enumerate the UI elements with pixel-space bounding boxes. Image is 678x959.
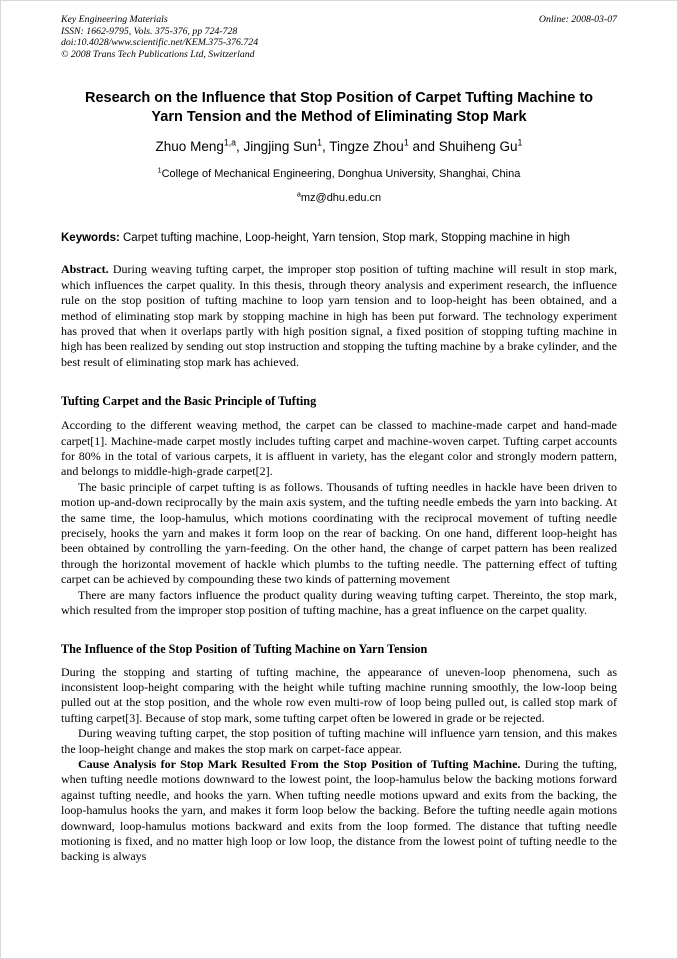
paragraph: During the stopping and starting of tufting machine, the appearance of uneven-loop phenomena, such as inconsistent loop-height comparing with the height while tufting machine running smoothly, the low-loop being pulled out at the stop position, and the whole row even multi-row of loop being pulled out, is called stop mark of tufting carpet[3]. Because of stop mark, some tufting carpet often be lowered in grade or be rejected. [61,664,617,725]
author-3 [329,139,438,154]
affiliation-line [61,168,617,180]
author-4-name: Shuiheng Gu [438,138,518,154]
author-2 [244,139,330,154]
paragraph: During weaving tufting carpet, the stop position of tufting machine will influence yarn tension, and this makes the loop-height change and makes the stop mark on carpet-face appear. [61,726,617,756]
author-3-superscript: 1 [403,137,409,148]
paragraph: There are many factors influence the product quality during weaving tufting carpet. Thereinto, the stop mark, which resulted from the improper stop position of tufting machine, has a great influence on the carpet quality. [61,587,617,618]
author-separator: , [236,138,244,154]
paragraph: The basic principle of carpet tufting is as follows. Thousands of tufting needles in hackle have been driven to motion up-and-down reciprocally by the main axis system, and the tufting needle embeds the yarn into backing. At the same time, the loop-hamulus, which motions coordinating with the reciprocal movement of tufting needle precisely, hooks the yarn and makes it form loop on the rear of backing. On one hand, different loop-height has been obtained by controlling the yarn-feeding. On the other hand, the change of carpet pattern has been realized through the horizontal movement of hackle which plumbs to the tufting needle. The patterning effect of tufting carpet can be achieved by compounding these two kinds of patterning movement [61,479,617,587]
journal-issn-line: ISSN: 1662-9795, Vols. 375-376, pp 724-728 [61,25,238,37]
author-2-superscript: 1 [317,137,322,148]
author-separator: , [322,138,330,154]
section-tufting-principle [61,394,617,618]
section-heading: Tufting Carpet and the Basic Principle of Tufting [61,394,317,409]
section-heading: The Influence of the Stop Position of Tufting Machine on Yarn Tension [61,641,428,656]
affiliation-superscript: 1 [157,166,162,175]
online-date: Online: 2008-03-07 [538,14,617,25]
paper-title: Research on the Influence that Stop Position of Carpet Tufting Machine to Yarn Tension and the Method of Eliminating Stop Mark [84,90,594,126]
journal-header [61,14,617,60]
abstract-text: During weaving tufting carpet, the improper stop position of tufting machine will result in stop mark, which influences the carpet quality. In this thesis, through theory analysis and experiment research, the influence rule on the stop position of tufting machine to loop yarn tension and to loop-height has been obtained, and a method of eliminating stop mark by stopping machine in high has been put forward. The technology experiment has proved that when it overlaps partly with high position signal, a fixed position of stopping tufting machine in high has been realized by sending out stop instruction and stopping the tufting machine by a brake cylinder, and the best result of eliminating stop mark has achieved. [61,262,617,369]
author-3-name: Tingze Zhou [329,138,404,154]
author-1-superscript: 1,a [223,137,237,148]
author-1 [156,139,244,154]
journal-doi-line: doi:10.4028/www.scientific.net/KEM.375-376.724 [61,37,259,49]
paragraph-lead: Cause Analysis for Stop Mark Resulted From the Stop Position of Tufting Machine. [78,756,521,771]
affiliation-text: College of Mechanical Engineering, Donghua University, Shanghai, China [161,167,521,180]
author-2-name: Jingjing Sun [243,138,318,154]
journal-info-block [61,14,258,60]
author-4-superscript: 1 [517,137,523,148]
abstract-label: Abstract. [61,262,109,277]
paragraph [61,757,617,865]
journal-copyright-line: © 2008 Trans Tech Publications Ltd, Switzerland [61,48,255,60]
keywords-label: Keywords: [61,231,120,244]
author-4 [439,139,523,154]
author-separator: and [408,138,439,154]
email-text: mz@dhu.edu.cn [300,191,382,204]
paragraph-text: During the tufting, when tufting needle motions downward to the lowest point, the loop-hamulus below the backing motions forward against tufting needle, and hooks the yarn. When tufting needle motions upward and exits from the backing, the loop-hamulus hooks the yarn, and makes it form loop below the backing. Before the tufting needle again motions downward, loop-hamulus motions backward and exits from the loop formed. The distance that tufting needle motioning is fixed, and no matter high loop or low loop, the distance from the lowest point of tufting needle to the backing is always [61,756,618,864]
authors-line [61,139,617,154]
email-line [61,192,617,204]
journal-name: Key Engineering Materials [61,14,168,25]
keywords-line [61,231,617,247]
author-1-name: Zhuo Meng [155,138,224,154]
paragraph: According to the different weaving method, the carpet can be classed to machine-made carpet and hand-made carpet[1]. Machine-made carpet mostly includes tufting carpet and machine-woven carpet. Tufting carpet accounts for 80% in the total of various carpets, it is affluent in variety, has the elegant color and strongly modern pattern, and belongs to middle-high-grade carpet[2]. [61,418,617,479]
abstract-paragraph [61,262,617,370]
section-stop-position-influence [61,642,617,865]
email-superscript: a [296,190,301,199]
keywords-text: Carpet tufting machine, Loop-height, Yarn tension, Stop mark, Stopping machine in high [123,231,571,244]
